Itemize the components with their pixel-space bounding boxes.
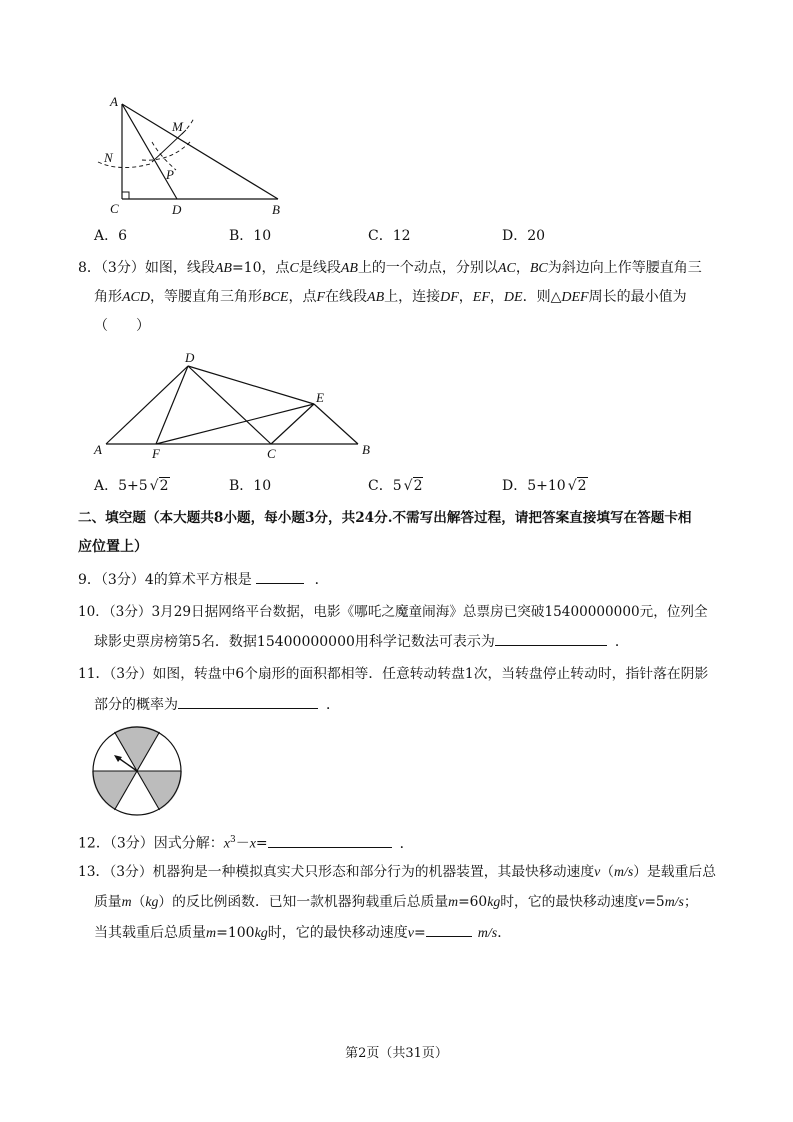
fig2-label-C: C [267,446,276,461]
q11-answer-blank[interactable] [178,694,318,709]
q8-option-b: B．10 [229,478,272,494]
q8-line-1: 8．（3分）如图，线段AB=10，点C是线段AB上的一个动点，分别以AC，BC为斜边向上作等腰直角三 [78,260,702,276]
q7-option-d: D．20 [502,228,546,244]
fig1-label-B: B [272,202,280,214]
q7-option-a: A．6 [94,228,128,244]
q11-line-1: 11．（3分）如图，转盘中6个扇形的面积都相等．任意转动转盘1次，当转盘停止转动时，指针落在阴影 [78,666,709,682]
q8-option-a: A．5+5 √2 [94,478,169,494]
fig1-label-C: C [110,201,119,214]
q13-line-2: 质量m（kg）的反比例函数．已知一款机器狗载重后总质量m=60kg时，它的最快移动速度v=5m/s； [94,894,698,910]
fig1-label-N: N [104,150,113,165]
section-2-heading-line-2: 应位置上） [78,539,148,555]
q13-line-3: 当其载重后总质量m=100kg时，它的最快移动速度v= m/s． [94,922,511,944]
q8-line-2: 角形ACD，等腰直角三角形BCE，点F在线段AB上，连接DF，EF，DE．则△DEF周长的最小值为 [94,289,687,305]
fig1-label-P: P [166,167,174,182]
fig2-label-F: F [152,446,160,461]
fig2-label-A: A [94,442,102,457]
section-2-heading-line-1: 二、填空题（本大题共8小题，每小题3分，共24分.不需写出解答过程，请把答案直接填写在答题卡相 [78,510,692,526]
fig2-label-D: D [185,350,195,365]
fig2-label-B: B [362,442,370,457]
q10-answer-blank[interactable] [495,631,607,646]
q13-answer-blank[interactable] [426,922,472,937]
q9: 9．（3分）4的算术平方根是 ． [78,569,329,590]
fig1-label-D: D [172,202,182,214]
q7-option-b: B．10 [229,228,272,244]
q8-option-d: D．5+10 √2 [502,478,587,494]
figure-q8-triangles [90,346,380,464]
fig1-label-M: M [172,119,183,134]
q10-line-1: 10．（3分）3月29日据网络平台数据，电影《哪吒之魔童闹海》总票房已突破15400000000元，位列全 [78,604,708,620]
fig1-label-A: A [110,94,118,109]
figure-q7-triangle [90,92,290,214]
q12: 12．（3分）因式分解：$x^3-x=$ ． [78,830,414,855]
spinner-figure [92,726,182,816]
q12-answer-blank[interactable] [268,833,392,848]
q8-option-c: C．5 √2 [368,478,423,494]
page-footer: 第2页（共31页） [345,1046,448,1061]
q8-line-3: （ ） [94,318,150,334]
q9-answer-blank[interactable] [256,569,304,584]
q10-line-2: 球影史票房榜第5名．数据15400000000用科学记数法可表示为 ． [94,631,629,652]
fig2-label-E: E [316,390,324,405]
q13-line-1: 13．（3分）机器狗是一种模拟真实犬只形态和部分行为的机器装置，其最快移动速度v（m/s）是载重后总 [78,864,716,880]
q7-option-c: C．12 [368,228,411,244]
q11-line-2: 部分的概率为 ． [94,694,340,715]
